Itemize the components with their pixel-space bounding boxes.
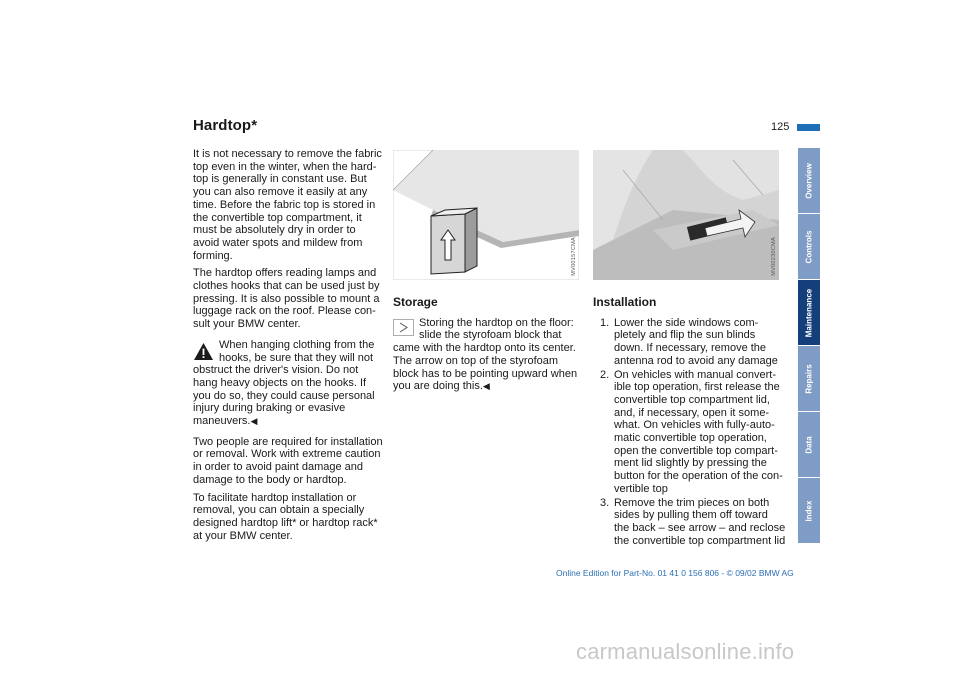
storage-text: Storing the hardtop on the floor: slide the styrofoam block that came with the hardtop onto its center. The arrow on top of the styrofoam block has to be pointing upward when you are doing this.: [393, 316, 578, 393]
hardtop-illustration: [393, 150, 579, 280]
installation-section: [593, 296, 786, 548]
storage-section: [393, 296, 586, 393]
installation-figure: [593, 150, 779, 280]
warning-note: [193, 339, 383, 428]
footer-edition-note: Online Edition for Part-No. 01 41 0 156 806 - © 09/02 BMW AG: [556, 568, 794, 578]
section-tabs: [798, 148, 820, 544]
page-number: 125: [771, 121, 790, 133]
warning-triangle-icon: [193, 341, 214, 362]
storage-note: [393, 317, 586, 393]
list-item: 2. On vehicles with manual convert-ible top operation, first release the convertible top compartment lid, and, if necessary, open it some-what. On vehicles with fully-auto-matic convertible top operation, open the convertible top compart-ment lid slightly by pressing the button for the operation of the con-vertible top: [600, 368, 783, 495]
tab-controls[interactable]: Controls: [798, 214, 820, 279]
hardtop-lift-paragraph: To facilitate hardtop installation or removal, you can obtain a specially designed hardtop lift* or hardtop rack* at your BMW center.: [193, 491, 378, 542]
figure-code: MV00230CMA: [771, 237, 777, 276]
storage-heading: Storage: [393, 295, 438, 309]
figure-code: MV00157CMA: [571, 237, 577, 276]
page-title: Hardtop*: [193, 117, 258, 134]
end-mark-icon: ◀: [250, 416, 258, 427]
tab-repairs[interactable]: Repairs: [798, 346, 820, 411]
tab-index[interactable]: Index: [798, 478, 820, 543]
trim-removal-illustration: [593, 150, 779, 280]
note-arrow-icon: [393, 319, 414, 336]
list-item: 3. Remove the trim pieces on both sides by pulling them off toward the back – see arrow – and reclose the convertible top compartment lid: [600, 496, 786, 547]
warning-text: When hanging clothing from the hooks, be sure that they will not obstruct the driver's vision. Do not hang heavy objects on the hooks. If you do so, they could cause personal injury during braking or evasive maneuvers.: [193, 338, 375, 428]
installation-steps: [600, 317, 786, 548]
features-paragraph: The hardtop offers reading lamps and clothes hooks that can be used just by pressing. It is also possible to mount a luggage rack on the roof. Please con-sult your BMW center.: [193, 267, 380, 331]
hardtop-storage-figure: [393, 150, 579, 280]
installation-caution-paragraph: Two people are required for installation or removal. Work with extreme caution in order to avoid paint damage and damage to the body or hardtop.: [193, 435, 383, 486]
installation-heading: Installation: [593, 295, 657, 309]
tab-overview[interactable]: Overview: [798, 148, 820, 213]
end-mark-icon: ◀: [482, 381, 490, 392]
intro-paragraph: It is not necessary to remove the fabric top even in the winter, when the hard-top is generally in constant use. But you can also remove it easily at any time. Before the fabric top is stored in the convertible top compartment, it must be absolutely dry in order to avoid water spots and mildew from forming.: [193, 148, 382, 262]
page-marker: [797, 124, 820, 131]
list-item: 1. Lower the side windows com-pletely and flip the sun blinds down. If necessary, remove the antenna rod to avoid any damage: [600, 316, 778, 367]
intro-column: [193, 148, 383, 547]
tab-maintenance[interactable]: Maintenance: [798, 280, 820, 345]
tab-data[interactable]: Data: [798, 412, 820, 477]
watermark: carmanualsonline.info: [576, 639, 795, 664]
